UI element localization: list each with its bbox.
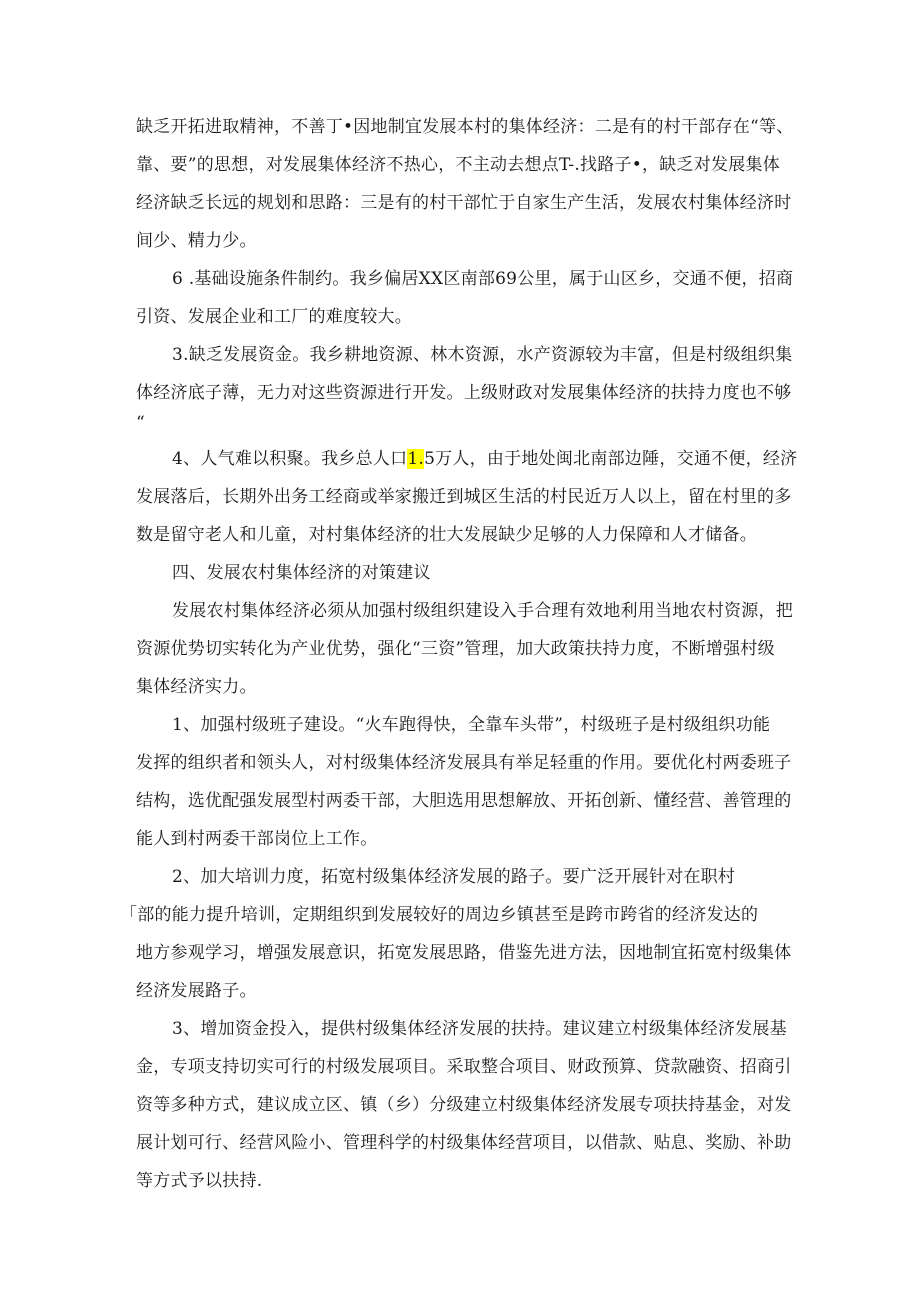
highlighted-text: 1.: [407, 449, 425, 469]
text-line: 结构，选优配强发展型村两委干部，大胆选用思想解放、开拓创新、懂经营、善管理的: [136, 791, 792, 811]
text-line: 3.缺乏发展资金。我乡耕地资源、林木资源，水产资源较为丰富，但是村级组织集: [172, 345, 793, 365]
text-line: 地方参观学习，增强发展意识，拓宽发展思路，借鉴先进方法，因地制宜拓宽村级集体: [136, 943, 792, 963]
text-line: 金，专项支持切实可行的村级发展项目。采取整合项目、财政预算、贷款融资、招商引: [136, 1057, 792, 1077]
text-line: 「部的能力提升培训，定期组织到发展较好的周边乡镇甚至是跨市跨省的经济发达的: [120, 905, 759, 925]
text-line: 体经济底子薄，无力对这些资源进行开发。上级财政对发展集体经济的扶持力度也不够: [136, 383, 792, 403]
text-line: 6 .基础设施条件制约。我乡偏居XX区南部69公里，属于山区乡，交通不便，招商: [172, 269, 794, 289]
text-line: 发挥的组织者和领头人，对村级集体经济发展具有举足轻重的作用。要优化村两委班子: [136, 753, 792, 773]
text-line: 发展落后，长期外出务工经商或举家搬迁到城区生活的村民近万人以上，留在村里的多: [136, 487, 792, 507]
text-line: 靠、要”的思想，对发展集体经济不热心，不主动去想点T-.找路子•，缺乏对发展集体: [136, 155, 781, 175]
text-line: 1、加强村级班子建设。“火车跑得快，全靠车头带”，村级班子是村级组织功能: [172, 715, 771, 735]
text-segment: 4、人气难以积聚。我乡总人口: [172, 449, 408, 469]
text-line-highlighted: [0, 442, 920, 476]
text-line: 引资、发展企业和工厂的难度较大。: [136, 307, 412, 327]
text-line: 间少、精力少。: [136, 231, 257, 251]
text-line: 资源优势切实转化为产业优势，强化“三资”管理，加大政策扶持力度，不断增强村级: [136, 639, 775, 659]
section-heading: 四、发展农村集体经济的对策建议: [172, 563, 431, 583]
text-line: 能人到村两委干部岗位上工作。: [136, 829, 378, 849]
text-line: “: [136, 413, 145, 433]
text-line: 等方式予以扶持.: [136, 1171, 263, 1191]
text-line: 2、加大培训力度，拓宽村级集体经济发展的路子。要广泛开展针对在职村: [172, 867, 736, 887]
text-line: 展计划可行、经营风险小、管理科学的村级集体经营项目，以借款、贴息、奖励、补助: [136, 1133, 792, 1153]
text-line: 经济缺乏长远的规划和思路：三是有的村干部忙于自家生产生活，发展农村集体经济时: [136, 193, 792, 213]
text-line: 缺乏开拓进取精神，不善丁•因地制宜发展本村的集体经济：二是有的村干部存在“等、: [136, 117, 794, 137]
text-line: 集体经济实力。: [136, 677, 257, 697]
text-line: 资等多种方式，建议成立区、镇（乡）分级建立村级集体经济发展专项扶持基金，对发: [136, 1095, 792, 1115]
text-line: 发展农村集体经济必须从加强村级组织建设入手合理有效地利用当地农村资源，把: [172, 601, 793, 621]
text-segment: 5万人，由于地处闽北南部边陲，交通不便，经济: [424, 449, 798, 469]
text-line: 数是留守老人和儿童，对村集体经济的壮大发展缺少足够的人力保障和人才储备。: [136, 525, 757, 545]
text-line: 经济发展路子。: [136, 981, 257, 1001]
text-line: 3、增加资金投入，提供村级集体经济发展的扶持。建议建立村级集体经济发展基: [172, 1019, 787, 1039]
